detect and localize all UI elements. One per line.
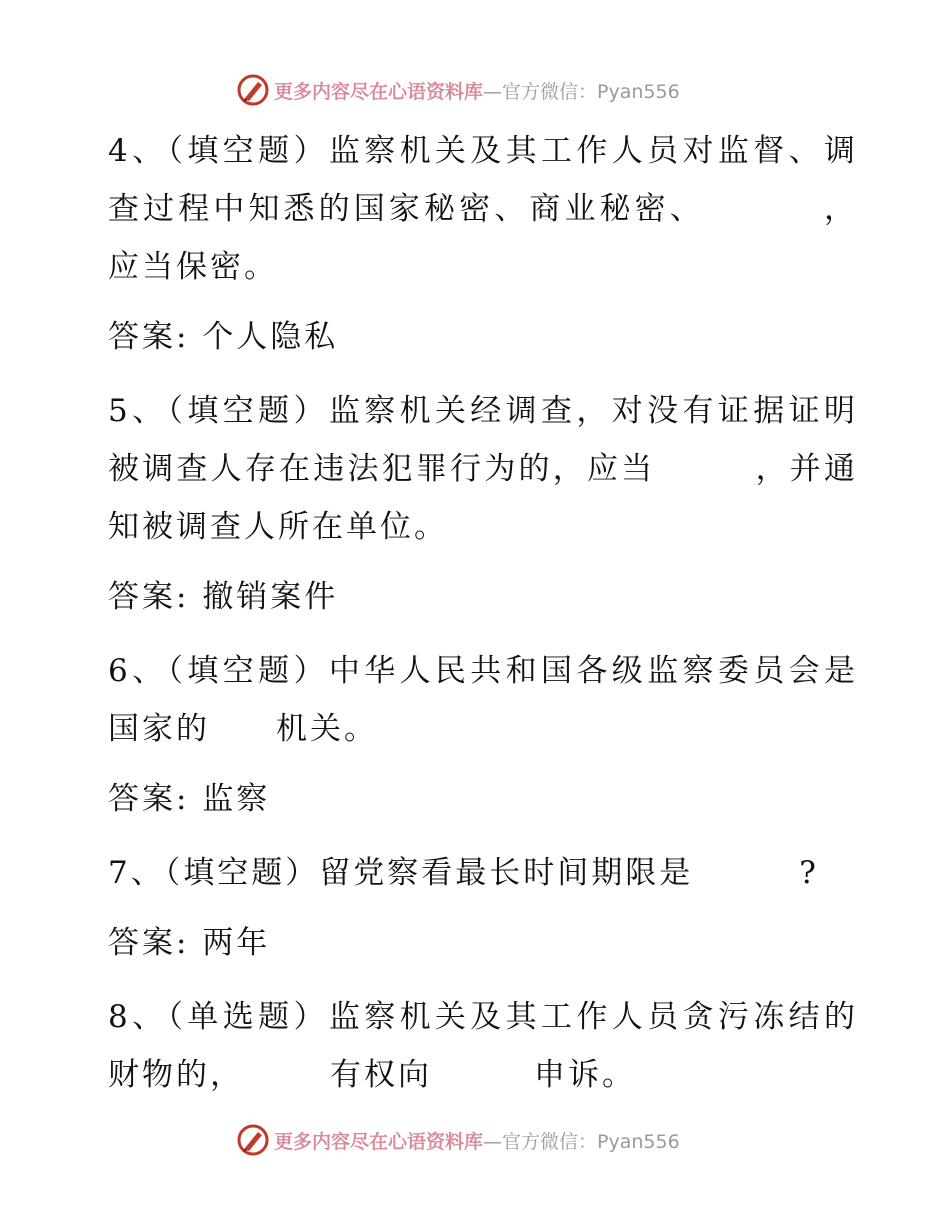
question-6 [98, 642, 858, 758]
question-text-tail: 机关。 [276, 711, 378, 747]
question-text-tail: 申诉。 [534, 1057, 636, 1093]
question-text-tail: ，并通知被调查人所在单位。 [108, 451, 859, 545]
answer-text: 个人隐私 [202, 319, 339, 355]
question-number: 4、 [108, 133, 168, 169]
answer-6 [108, 770, 858, 828]
question-text-tail: ? [799, 855, 819, 891]
header-watermark-banner [236, 72, 716, 108]
question-type: （单选题） [167, 999, 329, 1035]
banner-main-text: 更多内容尽在心语资料库 [274, 1130, 484, 1153]
question-text-middle: 有权向 [330, 1057, 432, 1093]
answer-text: 监察 [202, 781, 271, 817]
question-number: 6、 [108, 653, 168, 689]
answer-7 [108, 914, 858, 972]
banner-main-text: 更多内容尽在心语资料库 [274, 80, 484, 103]
question-text: 中华人民共和国各级监察委员会是国家的 [108, 653, 859, 747]
answer-4 [108, 308, 858, 366]
answer-label: 答案: [108, 925, 190, 961]
question-number: 5、 [108, 393, 168, 429]
answer-label: 答案: [108, 319, 190, 355]
answer-text: 两年 [202, 925, 271, 961]
question-text: 监察机关及其工作人员对监督、调查过程中知悉的国家秘密、商业秘密、 [108, 133, 859, 227]
question-text-tail: ，应当保密。 [108, 191, 859, 285]
footer-watermark-banner [236, 1122, 716, 1158]
pen-logo-icon [236, 73, 270, 107]
question-4 [98, 122, 858, 296]
answer-label: 答案: [108, 579, 190, 615]
pen-logo-icon [236, 1123, 270, 1157]
question-number: 8、 [108, 999, 168, 1035]
answer-label: 答案: [108, 781, 190, 817]
banner-wechat-text: —官方微信：Pyan556 [483, 1130, 680, 1153]
question-type: （填空题） [164, 855, 320, 891]
document-body [98, 122, 858, 1104]
question-text: 监察机关经调查，对没有证据证明被调查人存在违法犯罪行为的，应当 [108, 393, 859, 487]
banner-wechat-text: —官方微信：Pyan556 [483, 80, 680, 103]
question-8 [98, 988, 858, 1104]
question-number: 7、 [108, 855, 165, 891]
question-type: （填空题） [167, 133, 329, 169]
question-type: （填空题） [167, 653, 329, 689]
question-5 [98, 382, 858, 556]
question-text: 监察机关及其工作人员贪污冻结的财物的， [108, 999, 859, 1093]
answer-text: 撤销案件 [202, 579, 339, 615]
question-text: 留党察看最长时间期限是 [319, 855, 694, 891]
question-7 [98, 844, 858, 902]
answer-5 [108, 568, 858, 626]
question-type: （填空题） [167, 393, 329, 429]
